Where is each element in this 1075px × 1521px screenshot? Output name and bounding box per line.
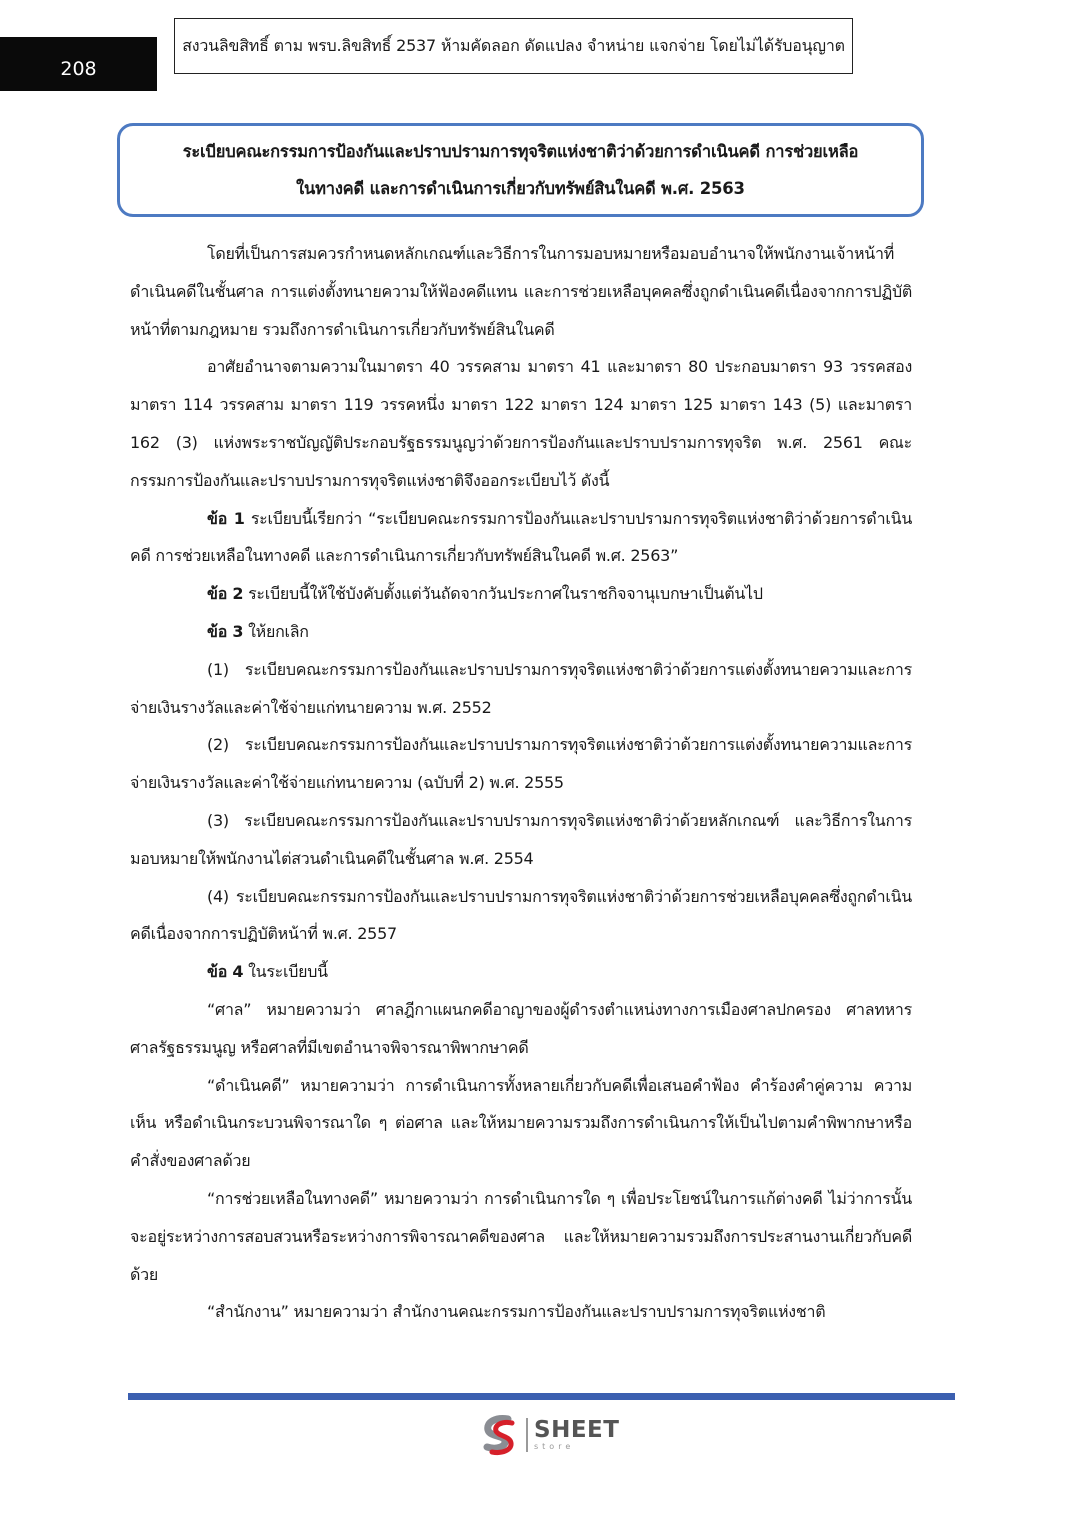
- clause-1: [130, 500, 912, 576]
- clause-1-label: ข้อ 1: [207, 508, 245, 528]
- clause-2-label: ข้อ 2: [207, 584, 244, 604]
- authority-paragraph: อาศัยอำนาจตามความในมาตรา 40 วรรคสาม มาตรา 41 และมาตรา 80 ประกอบมาตรา 93 วรรคสอง มาตรา 114 วรรคสาม มาตรา 119 วรรคหนึ่ง มาตรา 122 มาตรา 124 มาตรา 125 มาตรา 143 (5) และมาตรา 162 (3) แห่งพระราชบัญญัติประกอบรัฐธรรมนูญว่าด้วยการป้องกันและปราบปรามการทุจริต พ.ศ. 2561 คณะกรรมการป้องกันและปราบปรามการทุจริตแห่งชาติจึงออกระเบียบไว้ ดังนี้: [130, 357, 912, 490]
- document-body: [130, 235, 912, 1331]
- clause-2: [130, 575, 912, 613]
- clause-2-text: ระเบียบนี้ให้ใช้บังคับตั้งแต่วันถัดจากวันประกาศในราชกิจจานุเบกษาเป็นต้นไป: [243, 584, 763, 604]
- clause-3: [130, 613, 912, 651]
- clause-3-item-4: (4) ระเบียบคณะกรรมการป้องกันและปราบปรามการทุจริตแห่งชาติว่าด้วยการช่วยเหลือบุคคลซึ่งถูกดำเนินคดีเนื่องจากการปฏิบัติหน้าที่ พ.ศ. 2557: [130, 886, 912, 944]
- document-title-box: [117, 123, 924, 217]
- clause-3-item-3: (3) ระเบียบคณะกรรมการป้องกันและปราบปรามการทุจริตแห่งชาติว่าด้วยหลักเกณฑ์ และวิธีการในการมอบหมายให้พนักงานไต่สวนดำเนินคดีในชั้นศาล พ.ศ. 2554: [130, 810, 912, 868]
- logo-word: SHEET: [534, 1417, 620, 1443]
- clause-3-item-1: (1) ระเบียบคณะกรรมการป้องกันและปราบปรามการทุจริตแห่งชาติว่าด้วยการแต่งตั้งทนายความและการจ่ายเงินรางวัลและค่าใช้จ่ายแก่ทนายความ พ.ศ. 2552: [130, 659, 912, 717]
- clause-3-label: ข้อ 3: [207, 621, 244, 641]
- definition-legal-assistance: “การช่วยเหลือในทางคดี” หมายความว่า การดำเนินการใด ๆ เพื่อประโยชน์ในการแก้ต่างคดี ไม่ว่าการนั้นจะอยู่ระหว่างการสอบสวนหรือระหว่างการพิจารณาคดีของศาล และให้หมายความรวมถึงการประสานงานเกี่ยวกับคดีด้วย: [130, 1188, 912, 1284]
- logo-text: [534, 1419, 619, 1451]
- clause-3-item-2: (2) ระเบียบคณะกรรมการป้องกันและปราบปรามการทุจริตแห่งชาติว่าด้วยการแต่งตั้งทนายความและการจ่ายเงินรางวัลและค่าใช้จ่ายแก่ทนายความ (ฉบับที่ 2) พ.ศ. 2555: [130, 735, 912, 793]
- clause-4-text: ในระเบียบนี้: [243, 962, 328, 982]
- sheet-store-logo-icon: [478, 1413, 522, 1457]
- logo-divider: [526, 1418, 528, 1452]
- clause-4: [130, 953, 912, 991]
- definition-court: “ศาล” หมายความว่า ศาลฎีกาแผนกคดีอาญาของผู้ดำรงตำแหน่งทางการเมืองศาลปกครอง ศาลทหาร ศาลรัฐธรรมนูญ หรือศาลที่มีเขตอำนาจพิจารณาพิพากษาคดี: [130, 999, 912, 1057]
- clause-4-label: ข้อ 4: [207, 962, 244, 982]
- clause-3-text: ให้ยกเลิก: [243, 621, 309, 641]
- document-title-line-1: ระเบียบคณะกรรมการป้องกันและปราบปรามการทุจริตแห่งชาติว่าด้วยการดำเนินคดี การช่วยเหลือ: [182, 142, 859, 161]
- copyright-notice: สงวนลิขสิทธิ์ ตาม พรบ.ลิขสิทธิ์ 2537 ห้ามคัดลอก ดัดแปลง จำหน่าย แจกจ่าย โดยไม่ได้รับอนุญาต: [174, 18, 853, 74]
- sheet-store-logo: [478, 1412, 619, 1458]
- page-number: 208: [0, 37, 157, 91]
- definition-office: “สำนักงาน” หมายความว่า สำนักงานคณะกรรมการป้องกันและปราบปรามการทุจริตแห่งชาติ: [207, 1302, 826, 1322]
- clause-1-text: ระเบียบนี้เรียกว่า “ระเบียบคณะกรรมการป้องกันและปราบปรามการทุจริตแห่งชาติว่าด้วยการดำเนินคดี การช่วยเหลือในทางคดี และการดำเนินการเกี่ยวกับทรัพย์สินในคดี พ.ศ. 2563”: [130, 508, 912, 566]
- preamble-paragraph: โดยที่เป็นการสมควรกำหนดหลักเกณฑ์และวิธีการในการมอบหมายหรือมอบอำนาจให้พนักงานเจ้าหน้าที่ดำเนินคดีในชั้นศาล การแต่งตั้งทนายความให้ฟ้องคดีแทน และการช่วยเหลือบุคคลซึ่งถูกดำเนินคดีเนื่องจากการปฏิบัติหน้าที่ตามกฎหมาย รวมถึงการดำเนินการเกี่ยวกับทรัพย์สินในคดี: [130, 244, 912, 339]
- definition-prosecution: “ดำเนินคดี” หมายความว่า การดำเนินการทั้งหลายเกี่ยวกับคดีเพื่อเสนอคำฟ้อง คำร้องคำคู่ความ ความเห็น หรือดำเนินกระบวนพิจารณาใด ๆ ต่อศาล และให้หมายความรวมถึงการดำเนินการให้เป็นไปตามคำพิพากษาหรือคำสั่งของศาลด้วย: [130, 1075, 912, 1171]
- document-title-line-2: ในทางคดี และการดำเนินการเกี่ยวกับทรัพย์สินในคดี พ.ศ. 2563: [296, 179, 745, 198]
- logo-subtitle: store: [534, 1442, 575, 1451]
- footer-rule: [128, 1393, 955, 1400]
